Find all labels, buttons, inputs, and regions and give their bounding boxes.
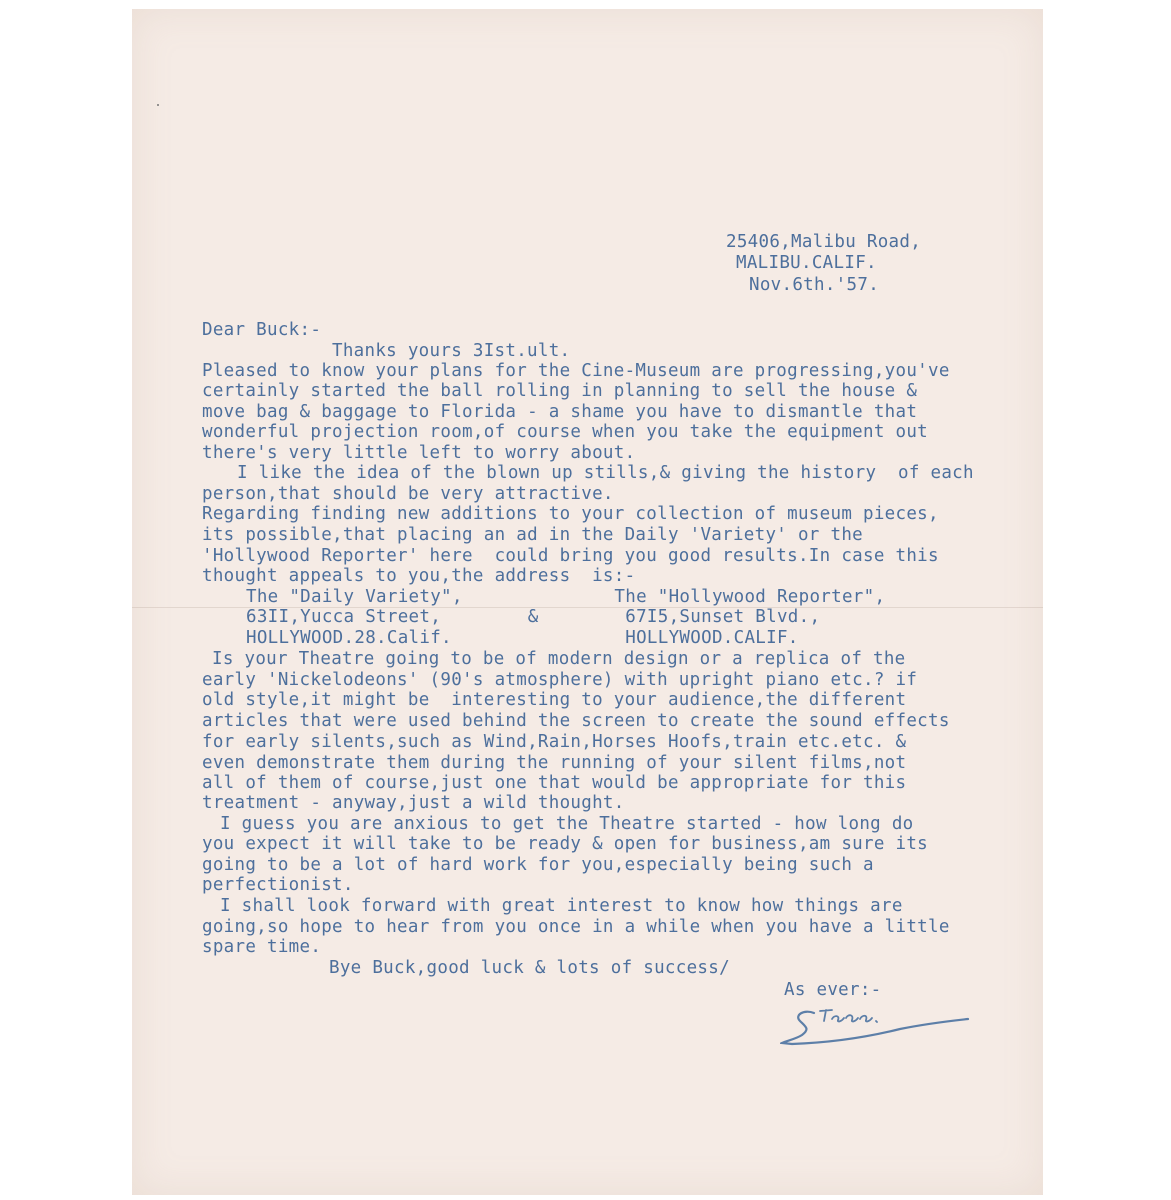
body-line: for early silents,such as Wind,Rain,Horses Hoofs,train etc.etc. & <box>202 732 907 752</box>
paper-speck <box>157 104 159 106</box>
signature <box>780 999 980 1059</box>
body-line: you expect it will take to be ready & open for business,am sure its <box>202 834 929 854</box>
body-line: certainly started the ball rolling in planning to sell the house & <box>202 381 918 401</box>
body-line: Is your Theatre going to be of modern design or a replica of the <box>212 649 906 669</box>
body-line: 63II,Yucca Street, & 67I5,Sunset Blvd., <box>246 607 821 627</box>
body-line: there's very little left to worry about. <box>202 443 636 463</box>
body-line: person,that should be very attractive. <box>202 484 614 504</box>
body-line: I like the idea of the blown up stills,& giving the history of each <box>237 463 974 483</box>
body-line: perfectionist. <box>202 875 354 895</box>
body-line: articles that were used behind the screen to create the sound effects <box>202 711 950 731</box>
address-line-2: MALIBU.CALIF. <box>736 253 877 273</box>
body-line: going,so hope to hear from you once in a while when you have a little <box>202 917 950 937</box>
body-line: spare time. <box>202 937 322 957</box>
body-line: 'Hollywood Reporter' here could bring you good results.In case this <box>202 546 939 566</box>
body-line: wonderful projection room,of course when you take the equipment out <box>202 422 929 442</box>
body-line: Bye Buck,good luck & lots of success/ <box>329 958 730 978</box>
body-line: old style,it might be interesting to your audience,the different <box>202 690 907 710</box>
address-line-1: 25406,Malibu Road, <box>726 232 922 252</box>
body-line: all of them of course,just one that would be appropriate for this <box>202 773 907 793</box>
body-line: early 'Nickelodeons' (90's atmosphere) with upright piano etc.? if <box>202 670 918 690</box>
body-line: Thanks yours 3Ist.ult. <box>332 341 571 361</box>
body-line: going to be a lot of hard work for you,especially being such a <box>202 855 874 875</box>
date-line: Nov.6th.'57. <box>749 275 880 295</box>
salutation: Dear Buck:- <box>202 320 322 340</box>
closing: As ever:- <box>784 980 882 1000</box>
body-line: its possible,that placing an ad in the Daily 'Variety' or the <box>202 525 863 545</box>
body-line: I shall look forward with great interest to know how things are <box>220 896 903 916</box>
body-line: even demonstrate them during the running of your silent films,not <box>202 753 907 773</box>
body-line: Regarding finding new additions to your collection of museum pieces, <box>202 504 939 524</box>
letter-sheet <box>132 9 1043 1195</box>
body-line: treatment - anyway,just a wild thought. <box>202 793 625 813</box>
body-line: The "Daily Variety", The "Hollywood Reporter", <box>246 587 886 607</box>
body-line: HOLLYWOOD.28.Calif. HOLLYWOOD.CALIF. <box>246 628 799 648</box>
body-line: Pleased to know your plans for the Cine-Museum are progressing,you've <box>202 361 950 381</box>
body-line: I guess you are anxious to get the Theatre started - how long do <box>220 814 914 834</box>
body-line: move bag & baggage to Florida - a shame you have to dismantle that <box>202 402 918 422</box>
body-line: thought appeals to you,the address is:- <box>202 566 636 586</box>
